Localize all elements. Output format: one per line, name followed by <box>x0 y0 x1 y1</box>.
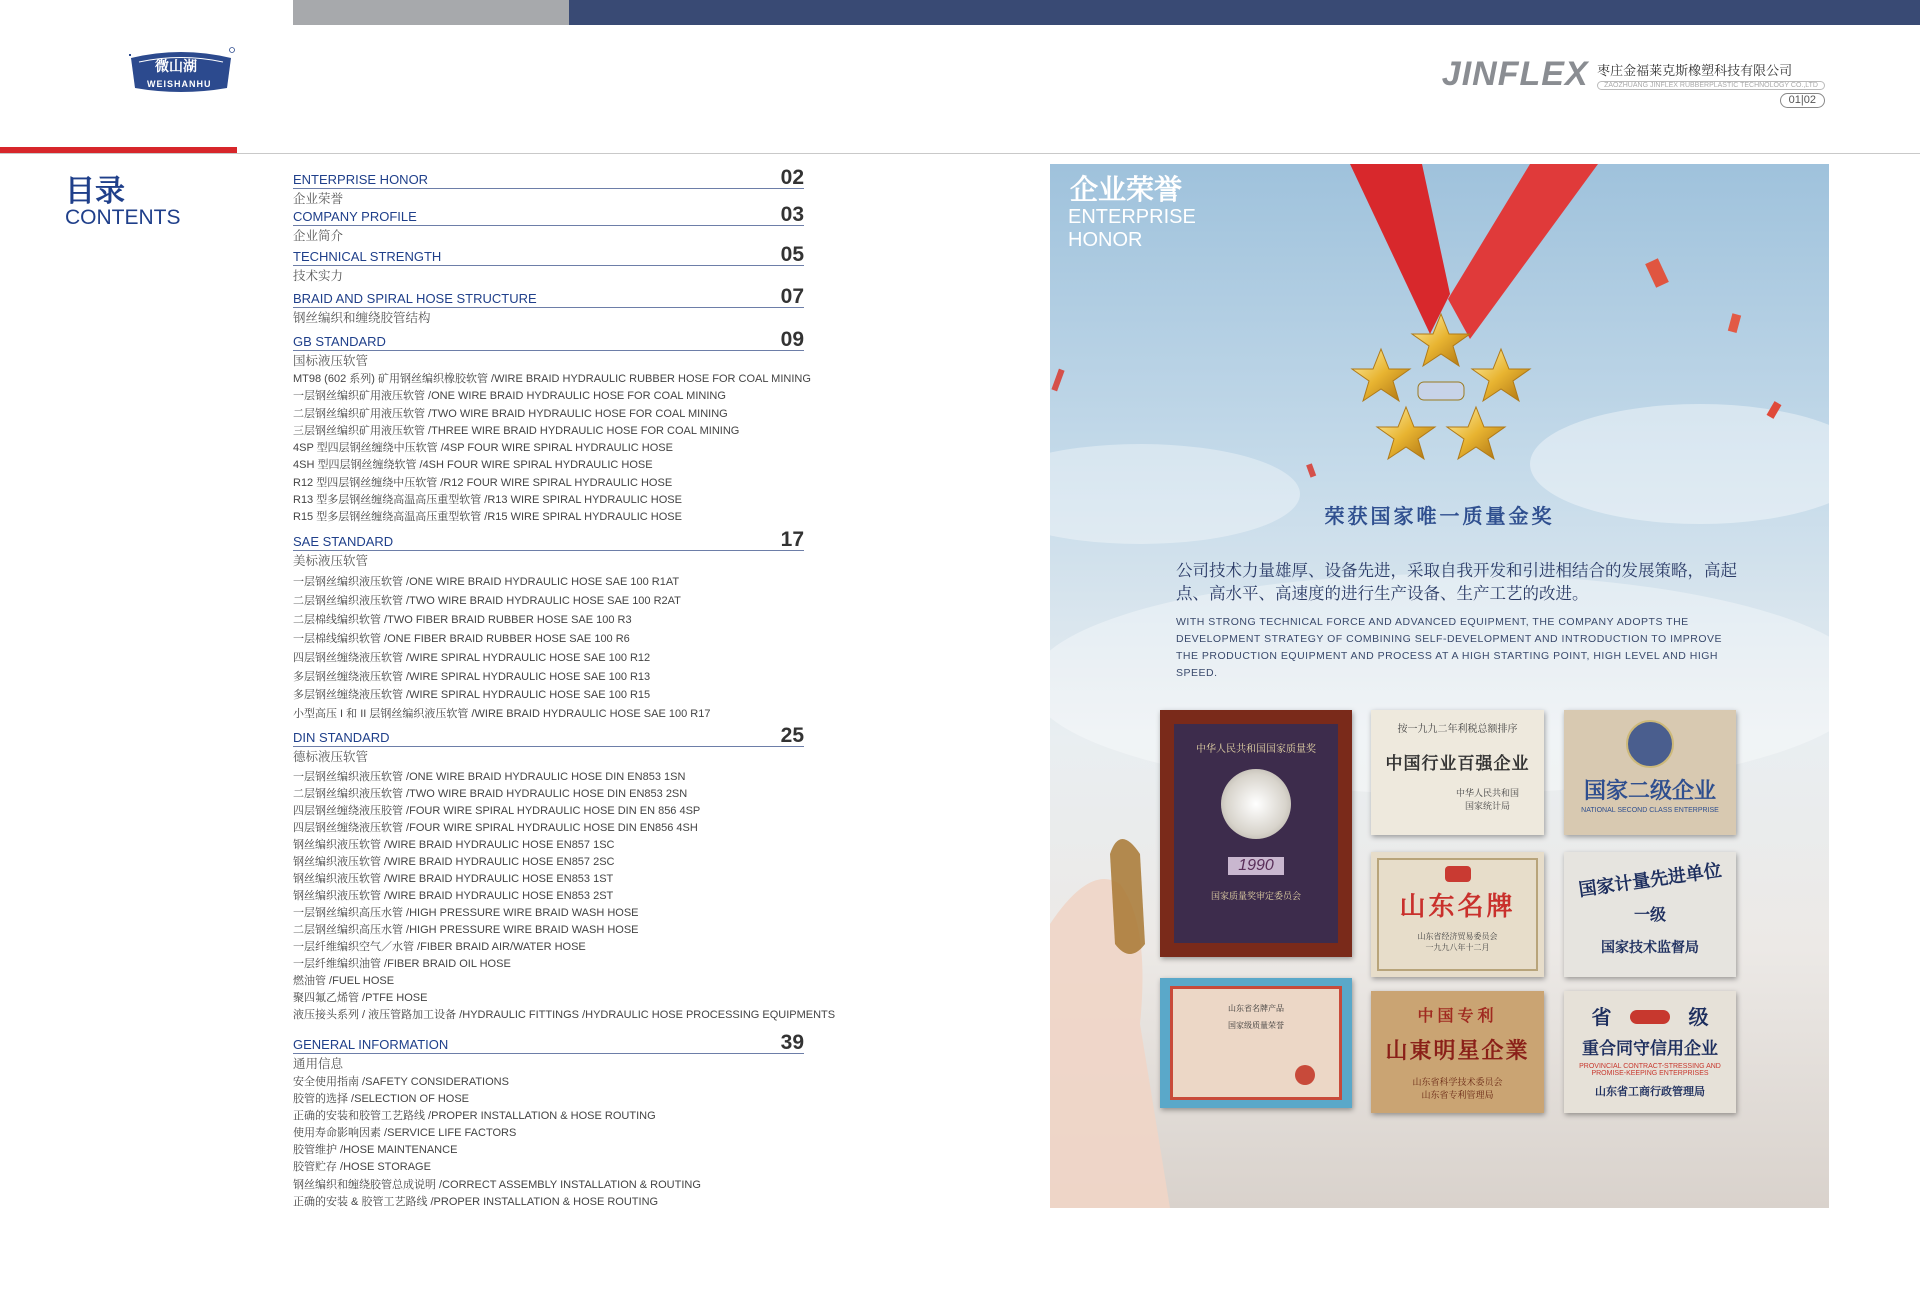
plaque-certificate-line: 国家级质量荣誉 <box>1228 1021 1284 1030</box>
toc-section-title-cn: 企业简介 <box>293 229 344 243</box>
company-name-cn: 枣庄金福莱克斯橡塑科技有限公司 <box>1597 62 1793 78</box>
toc-item[interactable]: 一层纤维编织空气／水管 /FIBER BRAID AIR/WATER HOSE <box>293 941 586 953</box>
toc-section-header[interactable] <box>293 166 804 189</box>
top-bar-gray <box>293 0 569 25</box>
plaque-shandong-brand-sub1: 山东省经济贸易委员会 <box>1417 932 1498 941</box>
toc-item[interactable]: 使用寿命影响因素 /SERVICE LIFE FACTORS <box>293 1127 517 1140</box>
toc-item[interactable]: 一层钢丝编织液压软管 /ONE WIRE BRAID HYDRAULIC HOSE SAE 100 R1AT <box>293 576 680 588</box>
toc-section-page: 09 <box>780 328 804 351</box>
plaque-second-class-en: NATIONAL SECOND CLASS ENTERPRISE <box>1581 807 1719 814</box>
toc-section-page: 25 <box>780 724 804 747</box>
toc-item[interactable]: 一层钢丝编织高压水管 /HIGH PRESSURE WIRE BRAID WASH HOSE <box>293 907 639 919</box>
toc-section-header[interactable] <box>293 328 804 351</box>
top-bar-navy <box>569 0 1920 25</box>
toc-item[interactable]: 钢丝编织液压软管 /WIRE BRAID HYDRAULIC HOSE EN853 1ST <box>293 873 614 885</box>
toc-item[interactable]: R15 型多层钢丝缠绕高温高压重型软管 /R15 WIRE SPIRAL HYDRAULIC HOSE <box>293 511 682 524</box>
toc-section-title: COMPANY PROFILE <box>293 209 417 224</box>
toc-section <box>293 1031 804 1211</box>
toc-item[interactable]: 二层钢丝编织液压软管 /TWO WIRE BRAID HYDRAULIC HOSE DIN EN853 2SN <box>293 788 688 800</box>
plaque-gold-medal-year: 1990 <box>1228 857 1284 875</box>
toc-item[interactable]: 4SH 型四层钢丝缠绕软管 /4SH FOUR WIRE SPIRAL HYDRAULIC HOSE <box>293 459 653 472</box>
toc-section-title-cn: 企业荣誉 <box>293 192 344 206</box>
plaque-patent-star-main: 山東明星企業 <box>1385 1038 1530 1063</box>
jinflex-logo: JINFLEX <box>1441 55 1589 93</box>
toc-item-list <box>293 1074 804 1211</box>
plaque-second-class-main: 国家二级企业 <box>1583 778 1716 803</box>
plaque-credit-en1: PROVINCIAL CONTRACT-STRESSING AND <box>1579 1063 1721 1070</box>
toc-item[interactable]: 胶管贮存 /HOSE STORAGE <box>293 1161 431 1174</box>
national-emblem-icon <box>1626 720 1674 768</box>
toc-section-title-cn: 美标液压软管 <box>293 554 369 568</box>
plaque-top100-sub1: 中华人民共和国 <box>1455 788 1519 798</box>
toc-item[interactable]: 四层钢丝缠绕液压软管 /FOUR WIRE SPIRAL HYDRAULIC HOSE DIN EN856 4SH <box>293 822 698 834</box>
plaque-credit-left: 省 <box>1591 1007 1612 1029</box>
toc-section-title-cn: 德标液压软管 <box>293 750 369 764</box>
emblem-icon <box>1445 866 1471 882</box>
plaque-shandong-brand-main: 山东名牌 <box>1399 891 1516 921</box>
honor-description-en: WITH STRONG TECHNICAL FORCE AND ADVANCED EQUIPMENT, THE COMPANY ADOPTS THE DEVELOPMENT STRATEGY OF COMBINING SELF-DEVELOPMENT AND INTRODUCTION TO IMPROVE THE PRODUCTION EQUIPMENT AND PROCESS AT A HIGH STARTING POINT, HIGH LEVEL AND HIGH SPEED. <box>1176 616 1722 679</box>
toc-item[interactable]: 一层钢丝编织矿用液压软管 /ONE WIRE BRAID HYDRAULIC HOSE FOR COAL MINING <box>293 390 726 403</box>
plaque-gold-medal-top: 中华人民共和国国家质量奖 <box>1196 744 1316 755</box>
plaque-credit-bottom: 山东省工商行政管理局 <box>1595 1086 1705 1098</box>
header-divider <box>0 153 1920 154</box>
logo-cn: 微山湖 <box>155 58 197 74</box>
toc-item[interactable]: 一层钢丝编织液压软管 /ONE WIRE BRAID HYDRAULIC HOSE DIN EN853 1SN <box>293 771 686 783</box>
weishanhu-logo <box>125 44 237 100</box>
toc-section-header[interactable] <box>293 724 804 747</box>
toc-item-list <box>293 769 836 1024</box>
toc-section <box>293 528 804 724</box>
toc-section <box>293 203 804 244</box>
plaque-credit-right: 级 <box>1688 1007 1709 1029</box>
toc-item[interactable]: 小型高压 I 和 II 层钢丝编织液压软管 /WIRE BRAID HYDRAULIC HOSE SAE 100 R17 <box>293 708 711 721</box>
toc-item[interactable]: R12 型四层钢丝缠绕中压软管 /R12 FOUR WIRE SPIRAL HYDRAULIC HOSE <box>293 476 673 489</box>
toc-section-title: TECHNICAL STRENGTH <box>293 249 442 264</box>
toc-item[interactable]: MT98 (602 系列) 矿用钢丝编织橡胶软管 /WIRE BRAID HYDRAULIC RUBBER HOSE FOR COAL MINING <box>293 373 811 385</box>
plaque-patent-star <box>1371 991 1544 1113</box>
toc-item[interactable]: R13 型多层钢丝缠绕高温高压重型软管 /R13 WIRE SPIRAL HYDRAULIC HOSE <box>293 494 682 507</box>
toc-item[interactable]: 4SP 型四层钢丝缠绕中压软管 /4SP FOUR WIRE SPIRAL HYDRAULIC HOSE <box>293 442 673 455</box>
plaque-top100-sub2: 国家统计局 <box>1464 801 1510 811</box>
toc-section-title: BRAID AND SPIRAL HOSE STRUCTURE <box>293 291 537 306</box>
toc-section-page: 03 <box>780 203 804 226</box>
toc-section <box>293 243 804 284</box>
toc-item[interactable]: 正确的安装 & 胶管工艺路线 /PROPER INSTALLATION & HOSE ROUTING <box>293 1195 659 1208</box>
toc-section-title-cn: 通用信息 <box>293 1057 344 1071</box>
toc-item[interactable]: 聚四氟乙烯管 /PTFE HOSE <box>293 992 428 1004</box>
toc-section-title: DIN STANDARD <box>293 730 390 745</box>
toc-section-title-cn: 技术实力 <box>293 269 344 283</box>
plaque-patent-star-sub1: 山东省科学技术委员会 <box>1412 1077 1503 1087</box>
toc-section-header[interactable] <box>293 203 804 226</box>
toc-section <box>293 724 836 1024</box>
plaque-credit <box>1564 991 1736 1113</box>
toc-item[interactable]: 钢丝编织和缠绕胶管总成说明 /CORRECT ASSEMBLY INSTALLATION & ROUTING <box>293 1178 701 1191</box>
plaque-top100 <box>1371 710 1544 835</box>
toc-section-title: SAE STANDARD <box>293 534 394 549</box>
plaque-credit-main: 重合同守信用企业 <box>1582 1039 1718 1058</box>
toc-item[interactable]: 多层钢丝缠绕液压软管 /WIRE SPIRAL HYDRAULIC HOSE SAE 100 R13 <box>293 670 651 683</box>
toc-section-title: GB STANDARD <box>293 334 386 349</box>
toc-item[interactable]: 二层钢丝编织高压水管 /HIGH PRESSURE WIRE BRAID WASH HOSE <box>293 924 639 936</box>
toc-item[interactable]: 燃油管 /FUEL HOSE <box>293 975 395 987</box>
plaque-gold-medal-bottom: 国家质量奖审定委员会 <box>1210 891 1301 901</box>
toc-item-list <box>293 573 804 724</box>
plaque-shandong-brand <box>1371 852 1544 977</box>
seal-icon <box>1295 1065 1315 1085</box>
honor-title-en: ENTERPRISE HONOR <box>1068 206 1196 251</box>
honor-title-cn: 企业荣誉 <box>1070 174 1183 205</box>
contents-title-cn: 目录 <box>65 175 125 208</box>
plaque-patent-star-sub2: 山东省专利管理局 <box>1421 1090 1494 1100</box>
toc-section-page: 07 <box>780 285 804 308</box>
company-name-en: ZAOZHUANG JINFLEX RUBBERPLASTIC TECHNOLOGY CO.,LTD <box>1597 81 1825 90</box>
toc-section-page: 05 <box>780 243 804 266</box>
plaque-certificate <box>1160 978 1352 1108</box>
toc-item[interactable]: 正确的安装和胶管工艺路线 /PROPER INSTALLATION & HOSE ROUTING <box>293 1110 656 1123</box>
plaque-credit-en2: PROMISE-KEEPING ENTERPRISES <box>1591 1070 1709 1077</box>
toc-section-header[interactable] <box>293 528 804 551</box>
plaque-metrology <box>1564 852 1736 977</box>
toc-section-title-cn: 国标液压软管 <box>293 354 369 368</box>
toc-item[interactable]: 胶管维护 /HOSE MAINTENANCE <box>293 1144 458 1157</box>
toc-section-title-cn: 钢丝编织和缠绕胶管结构 <box>293 311 431 325</box>
plaque-metrology-bottom: 国家技术监督局 <box>1601 939 1699 955</box>
toc-item[interactable]: 一层棉线编织软管 /ONE FIBER BRAID RUBBER HOSE SAE 100 R6 <box>293 632 630 645</box>
plaque-top100-top: 按一九九二年利税总额排序 <box>1397 724 1518 735</box>
toc-section-header[interactable] <box>293 1031 804 1054</box>
toc-section <box>293 285 804 326</box>
toc-item[interactable]: 多层钢丝缠绕液压软管 /WIRE SPIRAL HYDRAULIC HOSE SAE 100 R15 <box>293 689 651 702</box>
plaque-gold-medal <box>1160 710 1352 957</box>
toc-section-page: 39 <box>780 1031 804 1054</box>
toc-item-list <box>293 371 811 527</box>
toc-item[interactable]: 一层纤维编织油管 /FIBER BRAID OIL HOSE <box>293 958 511 970</box>
toc-item[interactable]: 四层钢丝缠绕液压胶管 /FOUR WIRE SPIRAL HYDRAULIC HOSE DIN EN 856 4SP <box>293 805 701 817</box>
award-caption: 荣获国家唯一质量金奖 <box>1324 506 1555 528</box>
plaque-metrology-main: 国家计量先进单位 <box>1577 860 1723 900</box>
toc-section <box>293 166 804 207</box>
toc-section-page: 17 <box>780 528 804 551</box>
toc-section-header[interactable] <box>293 243 804 266</box>
page-numbers: 01|02 <box>1780 93 1825 108</box>
plaque-top100-main: 中国行业百强企业 <box>1385 754 1530 773</box>
toc-item[interactable]: 钢丝编织液压软管 /WIRE BRAID HYDRAULIC HOSE EN857 1SC <box>293 839 615 851</box>
emblem-icon <box>1630 1010 1670 1024</box>
toc-item[interactable]: 二层钢丝编织矿用液压软管 /TWO WIRE BRAID HYDRAULIC HOSE FOR COAL MINING <box>293 407 728 420</box>
toc-section-header[interactable] <box>293 285 804 308</box>
plaque-metrology-level: 一级 <box>1633 907 1666 924</box>
toc-section-title: GENERAL INFORMATION <box>293 1037 449 1052</box>
toc-item[interactable]: 四层钢丝缠绕液压软管 /WIRE SPIRAL HYDRAULIC HOSE SAE 100 R12 <box>293 651 651 664</box>
toc-section-page: 02 <box>780 166 804 189</box>
toc-section <box>293 328 811 527</box>
brand-block <box>1442 55 1825 94</box>
plaque-certificate-top: 山东省名牌产品 <box>1228 1004 1284 1013</box>
toc-item[interactable]: 钢丝编织液压软管 /WIRE BRAID HYDRAULIC HOSE EN857 2SC <box>293 856 615 868</box>
toc-item[interactable]: 钢丝编织液压软管 /WIRE BRAID HYDRAULIC HOSE EN853 2ST <box>293 890 614 902</box>
honor-description-cn: 公司技术力量雄厚、设备先进，采取自我开发和引进相结合的发展策略，高起点、高水平、高速度的进行生产设备、生产工艺的改进。 <box>1176 562 1737 603</box>
toc-item[interactable]: 二层钢丝编织液压软管 /TWO WIRE BRAID HYDRAULIC HOSE SAE 100 R2AT <box>293 594 681 607</box>
medal-icon <box>1221 769 1291 839</box>
toc-item[interactable]: 三层钢丝编织矿用液压软管 /THREE WIRE BRAID HYDRAULIC HOSE FOR COAL MINING <box>293 424 740 437</box>
logo-text: WEISHANHU <box>147 79 212 89</box>
toc-item[interactable]: 胶管的选择 /SELECTION OF HOSE <box>293 1093 470 1106</box>
toc-item[interactable]: 安全使用指南 /SAFETY CONSIDERATIONS <box>293 1076 509 1088</box>
toc-item[interactable]: 二层棉线编织软管 /TWO FIBER BRAID RUBBER HOSE SAE 100 R3 <box>293 613 632 626</box>
enterprise-honor-panel <box>1050 164 1829 1208</box>
toc-item[interactable]: 液压接头系列 / 液压管路加工设备 /HYDRAULIC FITTINGS /HYDRAULIC HOSE PROCESSING EQUIPMENTS <box>293 1009 836 1021</box>
plaque-second-class <box>1564 710 1736 835</box>
plaque-patent-star-top: 中国专利 <box>1417 1008 1498 1025</box>
plaque-shandong-brand-sub2: 一九九八年十二月 <box>1425 943 1490 952</box>
contents-title-en: CONTENTS <box>65 206 181 229</box>
toc-section-title: ENTERPRISE HONOR <box>293 172 429 187</box>
